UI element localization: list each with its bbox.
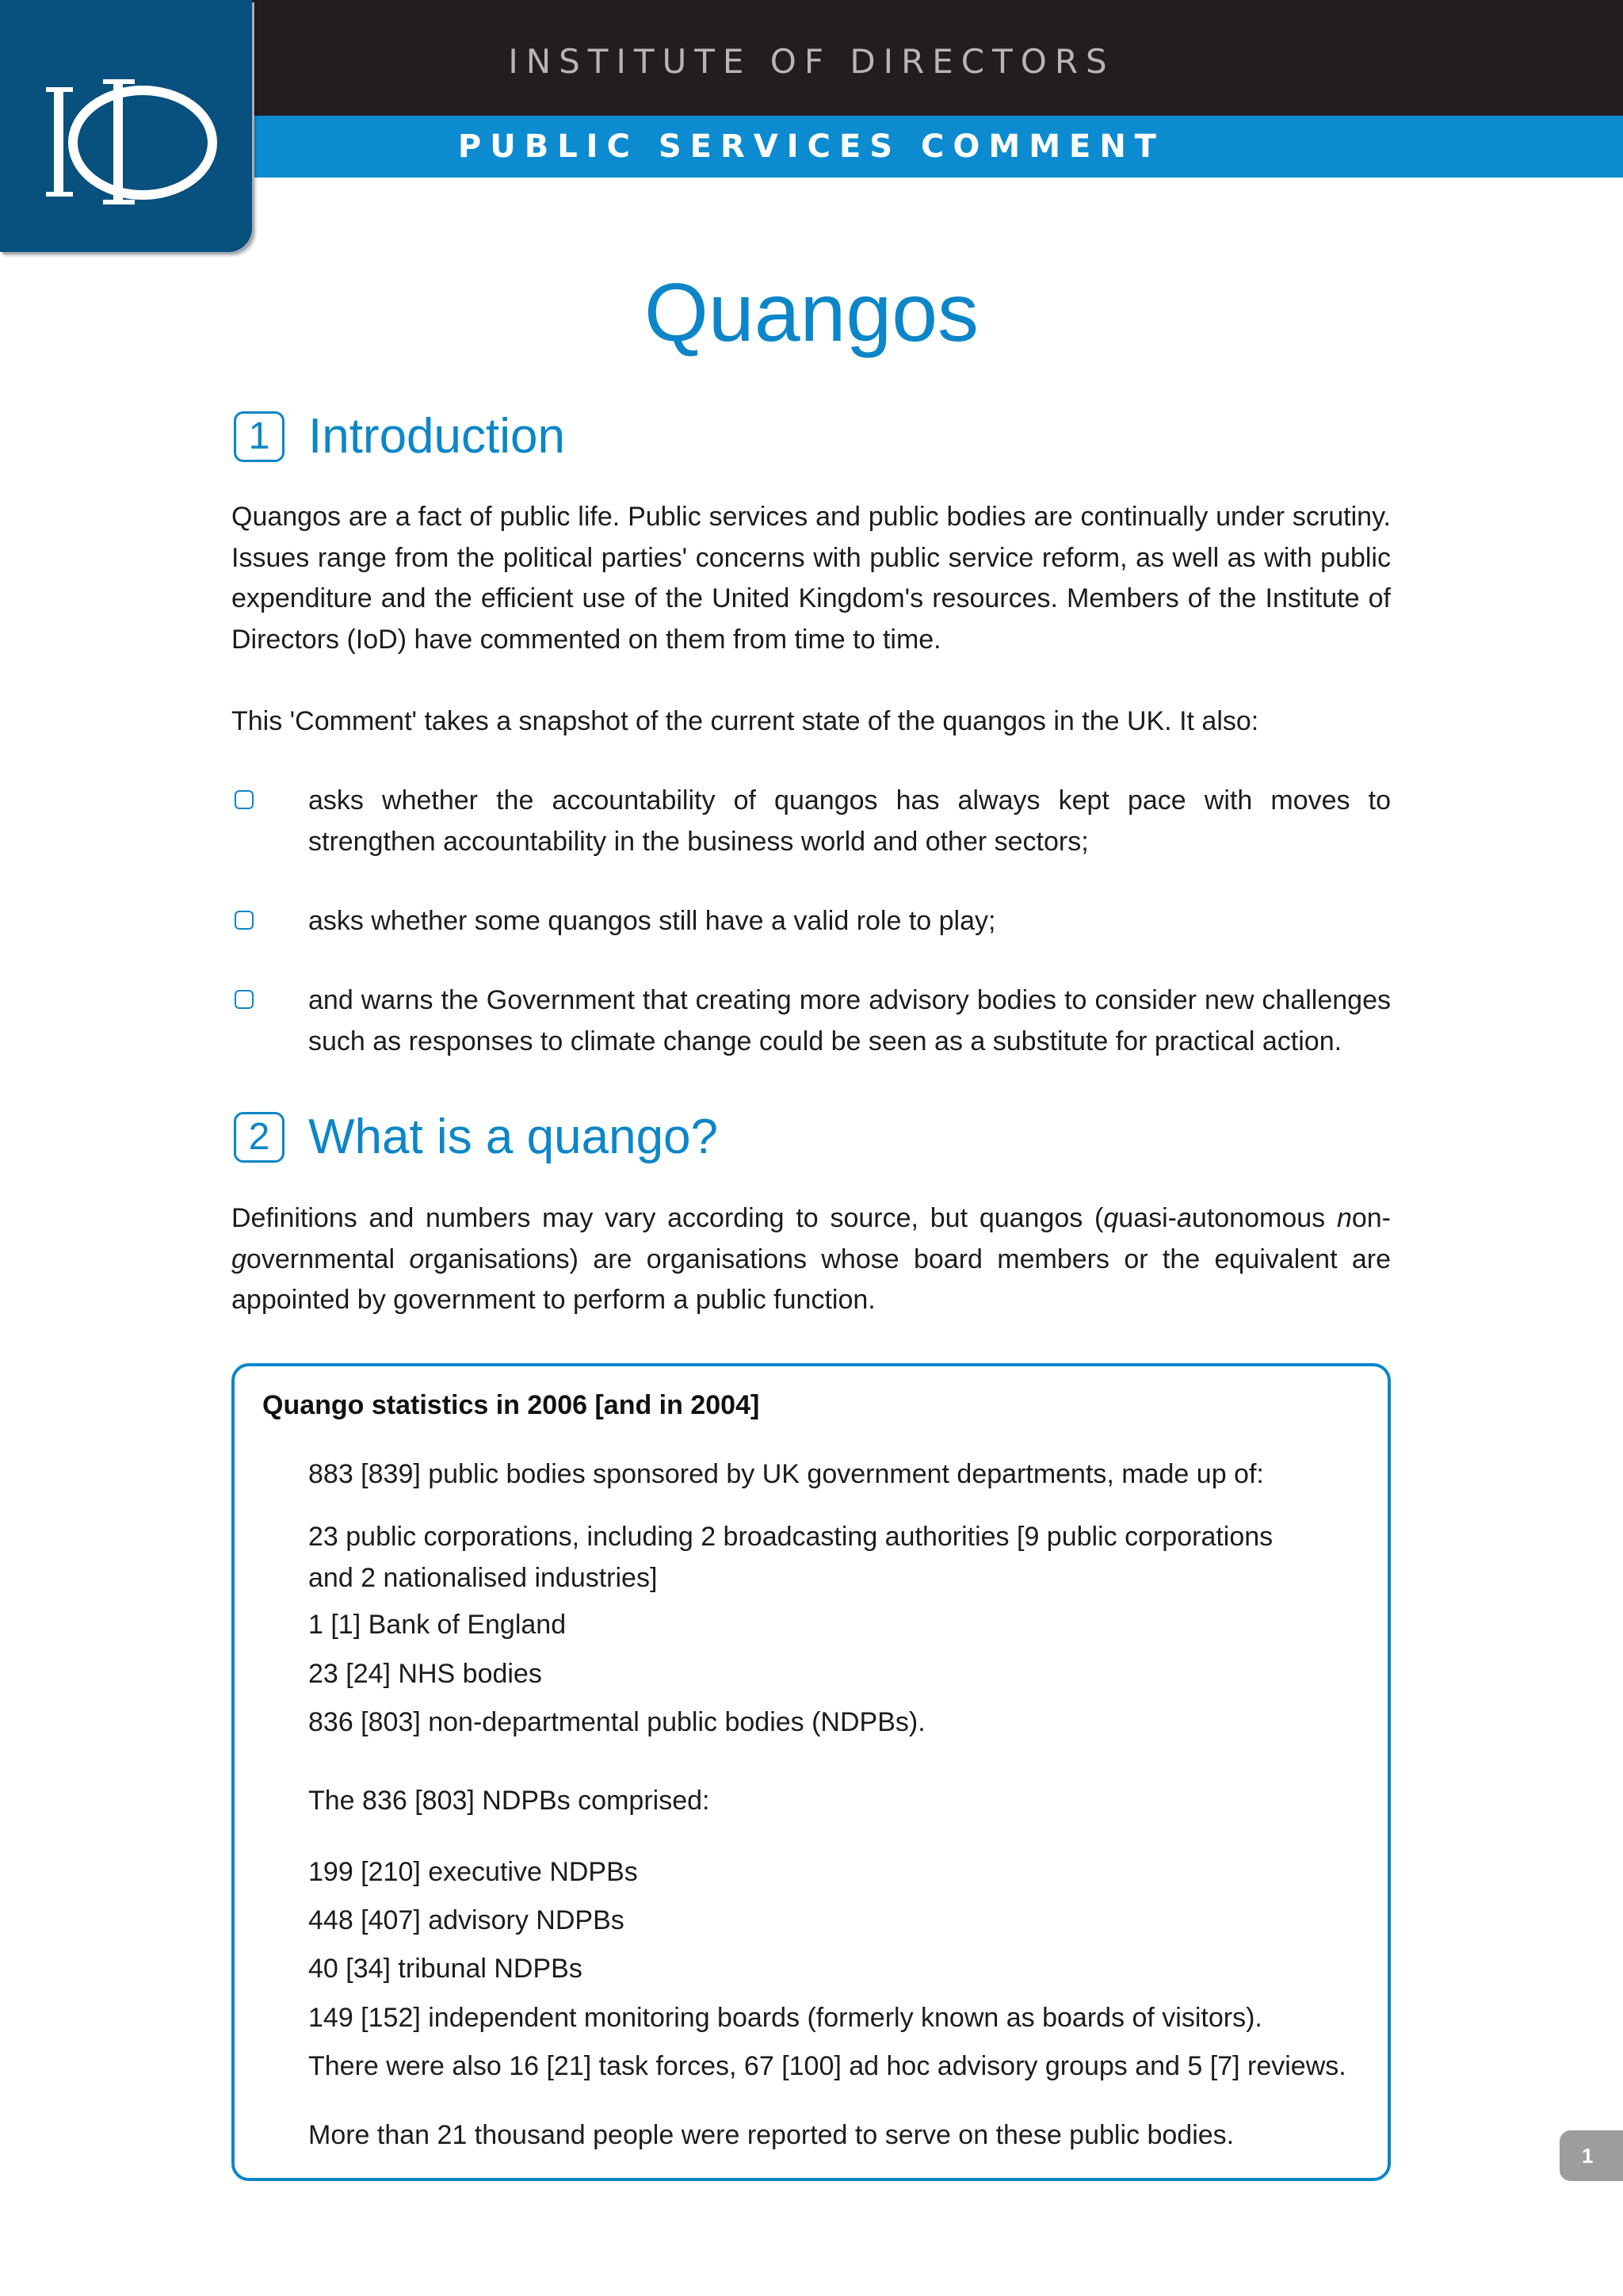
organisation-name: INSTITUTE OF DIRECTORS <box>508 42 1115 81</box>
stat-item: The 836 [803] NDPBs comprised: <box>308 1786 710 1816</box>
stat-item: 448 [407] advisory NDPBs <box>308 1905 624 1935</box>
bullet-item: and warns the Government that creating more advisory bodies to consider new challenges such as responses to climate change could be seen as a substitute for practical action. <box>308 985 1391 1056</box>
square-outline-icon <box>235 790 254 809</box>
square-outline-icon <box>235 990 254 1009</box>
bullet-item: asks whether some quangos still have a valid role to play; <box>308 906 996 936</box>
stat-item: 40 [34] tribunal NDPBs <box>308 1954 582 1984</box>
stat-item: 836 [803] non-departmental public bodies (NDPBs). <box>308 1707 926 1737</box>
comment-intro-paragraph: This 'Comment' takes a snapshot of the current state of the quangos in the UK. It also: <box>231 706 1259 736</box>
stat-item: 23 public corporations, including 2 broadcasting authorities [9 public corporations and 2 nationalised industries] <box>308 1522 1274 1593</box>
iod-logo-icon <box>0 0 252 252</box>
section-title: Introduction <box>308 409 565 464</box>
section-number-box: 1 <box>234 411 285 462</box>
iod-logo <box>0 0 252 252</box>
page-number: 1 <box>1582 2144 1594 2168</box>
square-outline-icon <box>235 911 254 930</box>
stat-item: More than 21 thousand people were reported to serve on these public bodies. <box>308 2120 1235 2150</box>
stat-item: 149 [152] independent monitoring boards (formerly known as boards of visitors). <box>308 2003 1262 2033</box>
document-title: Quangos <box>643 267 980 359</box>
intro-paragraph: Quangos are a fact of public life. Public services and public bodies are continually under scrutiny. Issues range from the political parties' concerns with public service reform, as well as with public expenditure and the efficient use of the United Kingdom's resources. Members of the Institute of Directors (IoD) have commented on them from time to time. <box>231 502 1391 655</box>
series-title: PUBLIC SERVICES COMMENT <box>457 128 1166 165</box>
section-title: What is a quango? <box>308 1110 719 1164</box>
definition-paragraph: Definitions and numbers may vary according to source, but quangos (quasi-autonomous non-governmental organisations) are organisations whose board members or the equivalent are appointed by government to perform a public function. <box>231 1203 1391 1315</box>
stat-item: There were also 16 [21] task forces, 67 [100] ad hoc advisory groups and 5 [7] reviews. <box>308 2051 1346 2081</box>
stat-item: 1 [1] Bank of England <box>308 1610 567 1640</box>
bullet-item: asks whether the accountability of quangos has always kept pace with moves to strengthen accountability in the business world and other sectors; <box>308 785 1391 857</box>
stat-item: 23 [24] NHS bodies <box>308 1659 542 1689</box>
stat-item: 199 [210] executive NDPBs <box>308 1857 638 1887</box>
section-number-box: 2 <box>234 1112 285 1163</box>
stats-title: Quango statistics in 2006 [and in 2004] <box>262 1390 760 1420</box>
stat-item: 883 [839] public bodies sponsored by UK government departments, made up of: <box>308 1459 1264 1489</box>
